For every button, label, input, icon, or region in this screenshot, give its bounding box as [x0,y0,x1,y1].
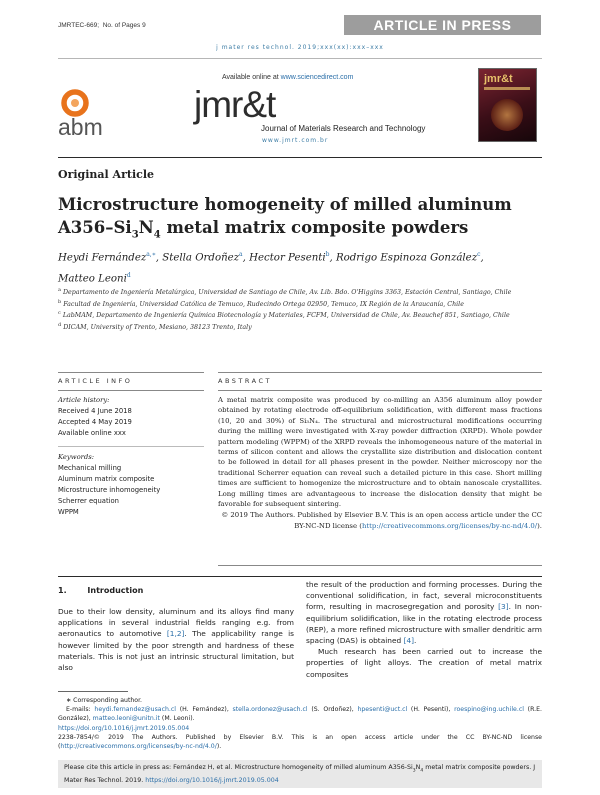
citation-link[interactable]: [4] [403,636,415,646]
availability-line [222,74,353,81]
section-number: 1. [58,586,67,595]
abm-wordmark: abm [58,114,103,140]
issn-license-note: 2238-7854/© 2019 The Authors. Published by Elsevier B.V. This is an open access article under the CC BY-NC-ND license (http://creativecommons.org/licenses/by-nc-nd/4.0/). [58,734,542,750]
affiliation: $^c$ LabMAM, Departamento de Ingeniería Química Biotecnología y Materiales, FCFM, Universidad de Chile, Av. Beauchef 851, Santiago, Chile [58,310,510,320]
keywords-list [58,452,188,518]
affiliation: $^b$ Facultad de Ingeniería, Universidad Católica de Temuco, Rudecindo Ortega 02950, Temuco, IX Región de la Araucanía, Chile [58,298,464,308]
citation-link[interactable]: [3] [498,602,509,612]
article-in-press-banner: ARTICLE IN PRESS [344,15,541,35]
journal-name: Journal of Materials Research and Technology [261,124,426,133]
author[interactable]: Stella Ordoñez [162,252,240,264]
abstract-rule-end [218,565,542,566]
doi-link: https://doi.org/10.1016/j.jmrt.2019.05.004 [58,725,190,732]
cover-stripe [484,87,530,90]
footnote-rule [58,691,128,692]
abstract-heading: ABSTRACT [218,377,272,385]
license-link[interactable]: http://creativecommons.org/licenses/by-nc-nd/4.0/ [361,521,538,530]
email-link[interactable]: heydi.fernandez@usach.cl [94,706,176,713]
intro-paragraph: Much research has been carried out to increase the properties of light alloys. The creation of metal matrix composites [306,647,542,679]
keyword: Aluminum matrix composite [58,475,155,483]
email-link[interactable]: stella.ordonez@usach.cl [232,706,308,713]
running-header-left [58,22,146,29]
cite-doi-link[interactable]: https://doi.org/10.1016/j.jmrt.2019.05.004 [145,776,279,784]
author[interactable]: Matteo Leoni [58,273,127,285]
history-online: Available online xxx [58,429,126,437]
sciencedirect-link[interactable]: www.sciencedirect.com [280,74,354,81]
abstract-license: © 2019 The Authors. Published by Elsevier B.V. This is an open access article under the CC BY-NC-ND license (http://creativecommons.org/licenses/by-nc-nd/4.0/). [221,511,542,530]
affiliation-list [58,286,542,332]
author[interactable]: Rodrigo Espinoza González [335,252,478,264]
corresponding-note: ∗ Corresponding author. [66,697,143,704]
abstract-text: A metal matrix composite was produced by co-milling an A356 aluminum alloy powder obtained by rotating electrode off-equilibrium solidification, with different mass fractions (10, 20 and 30%) of Si₃N₄. The structural and microstructural modifications occurring during the milling were investigated with X-ray powder diffraction (XRPD). Whole powder pattern modeling (WPPM) of the XRPD reveals the inhomogeneous nature of the material in terms of silicon content and allows the crystallite size distribution and dislocation content to be followed in detail for all phases present in the powder. Neither microscopy nor the traditional Scherrer equation can reveal such a detailed picture in this case. Short milling times are sufficient to homogenize the microstructure and to obtain nanoscale crystallites. Long milling times are advantageous to increase the dislocation density that might be favorable for subsequent sintering. [218,396,542,509]
journal-logo: jmr&t [194,84,276,125]
intro-right-column [306,579,542,680]
title-line-1: Microstructure homogeneity of milled aluminum [58,195,512,214]
article-info-heading: ARTICLE INFO [58,377,133,385]
article-title [58,193,538,246]
abstract-rule-bottom [218,390,542,391]
journal-cover-thumbnail [478,68,537,142]
keyword: Mechanical milling [58,464,122,472]
available-prefix: Available online at [222,74,279,81]
affiliation: $^d$ DICAM, University of Trento, Mesiano, 38123 Trento, Italy [58,321,252,331]
keywords-label: Keywords: [58,453,95,461]
intro-left-column [58,606,294,673]
license-link[interactable]: http://creativecommons.org/licenses/by-nc-nd/4.0/ [60,743,217,750]
cover-title: jmr&t [484,73,513,85]
history-accepted: Accepted 4 May 2019 [58,418,132,426]
info-rule-bottom [58,390,204,391]
citation-link[interactable]: [1,2] [166,629,185,639]
intro-paragraph: Due to their low density, aluminum and its alloys find many applications in several industrial fields ranging e.g. from aeronautics to automotive [1,2]. The applicability range is however limited by the poor strength and hardness of these materials. This is not just an intrinsic structural limitation, but also [58,607,294,673]
email-link[interactable]: matteo.leoni@unitn.it [92,715,160,722]
author[interactable]: Hector Pesenti [249,252,326,264]
running-citation: j mater res technol. 2019;xxx(xx):xxx–xxx [216,44,384,51]
info-keywords-rule [58,446,204,447]
author-list: Heydi Fernández$^{a,∗}$, Stella Ordoñez$^a$, Hector Pesenti$^b$, Rodrigo Espinoza González$^c$, Matteo Leoni$^d$ [58,251,484,285]
header-divider [58,58,542,59]
keyword: Microstructure inhomogeneity [58,486,161,494]
article-history [58,395,188,439]
abm-logo [58,87,118,143]
journal-url[interactable]: www.jmrt.com.br [262,137,329,144]
cite-this-article-box: Please cite this article in press as: Fernández H, et al. Microstructure homogeneity of milled aluminum $A356-Si_3N_4$ metal matrix composite powders. J Mater Res Technol. 2019. https://doi.org/10.1016/j.jmrt.2019.05.004 [58,760,542,788]
email-note: E-mails: heydi.fernandez@usach.cl (H. Fernández), stella.ordonez@usach.cl (S. Ordoñez), hpesenti@uct.cl (H. Pesenti), roespino@ing.uchile.cl (R.E. González), matteo.leoni@unitn.it (M. Leoni). [58,706,542,722]
cover-image [491,99,523,131]
abstract-rule-top [218,372,542,373]
author[interactable]: Heydi Fernández [58,252,147,264]
keyword: Scherrer equation [58,497,119,505]
abstract-body [218,395,542,531]
section-title: Introduction [87,586,144,595]
keyword: WPPM [58,508,79,516]
doc-id: JMRTEC-669; [58,22,100,29]
title-line-2: $A356-Si_3N_4$ metal matrix composite powders [58,218,469,241]
history-received: Received 4 June 2018 [58,407,132,415]
email-link[interactable]: hpesenti@uct.cl [357,706,408,713]
section-heading [58,586,143,595]
body-divider [58,576,542,577]
history-label: Article history: [58,396,110,404]
info-rule-top [58,372,204,373]
intro-paragraph: the result of the production and forming processes. During the conventional solidification, in fact, several microconstituents form, resulting in macrosegregation and porosity [3]. In non-equilibrium solidification, like in the rotating electrode process (REP), a more refined microstructure with smaller dendritic arm spacing (DAS) is obtained [4]. [306,580,543,646]
email-link[interactable]: roespino@ing.uchile.cl [454,706,524,713]
masthead-divider [58,157,542,158]
page-count: No. of Pages 9 [102,22,146,29]
article-type: Original Article [58,168,155,181]
affiliation: $^a$ Departamento de Ingeniería Metalúrgica, Universidad de Santiago de Chile, Av. Lib. Bdo. O'Higgins 3363, Estación Central, Santiago, Chile [58,287,512,297]
